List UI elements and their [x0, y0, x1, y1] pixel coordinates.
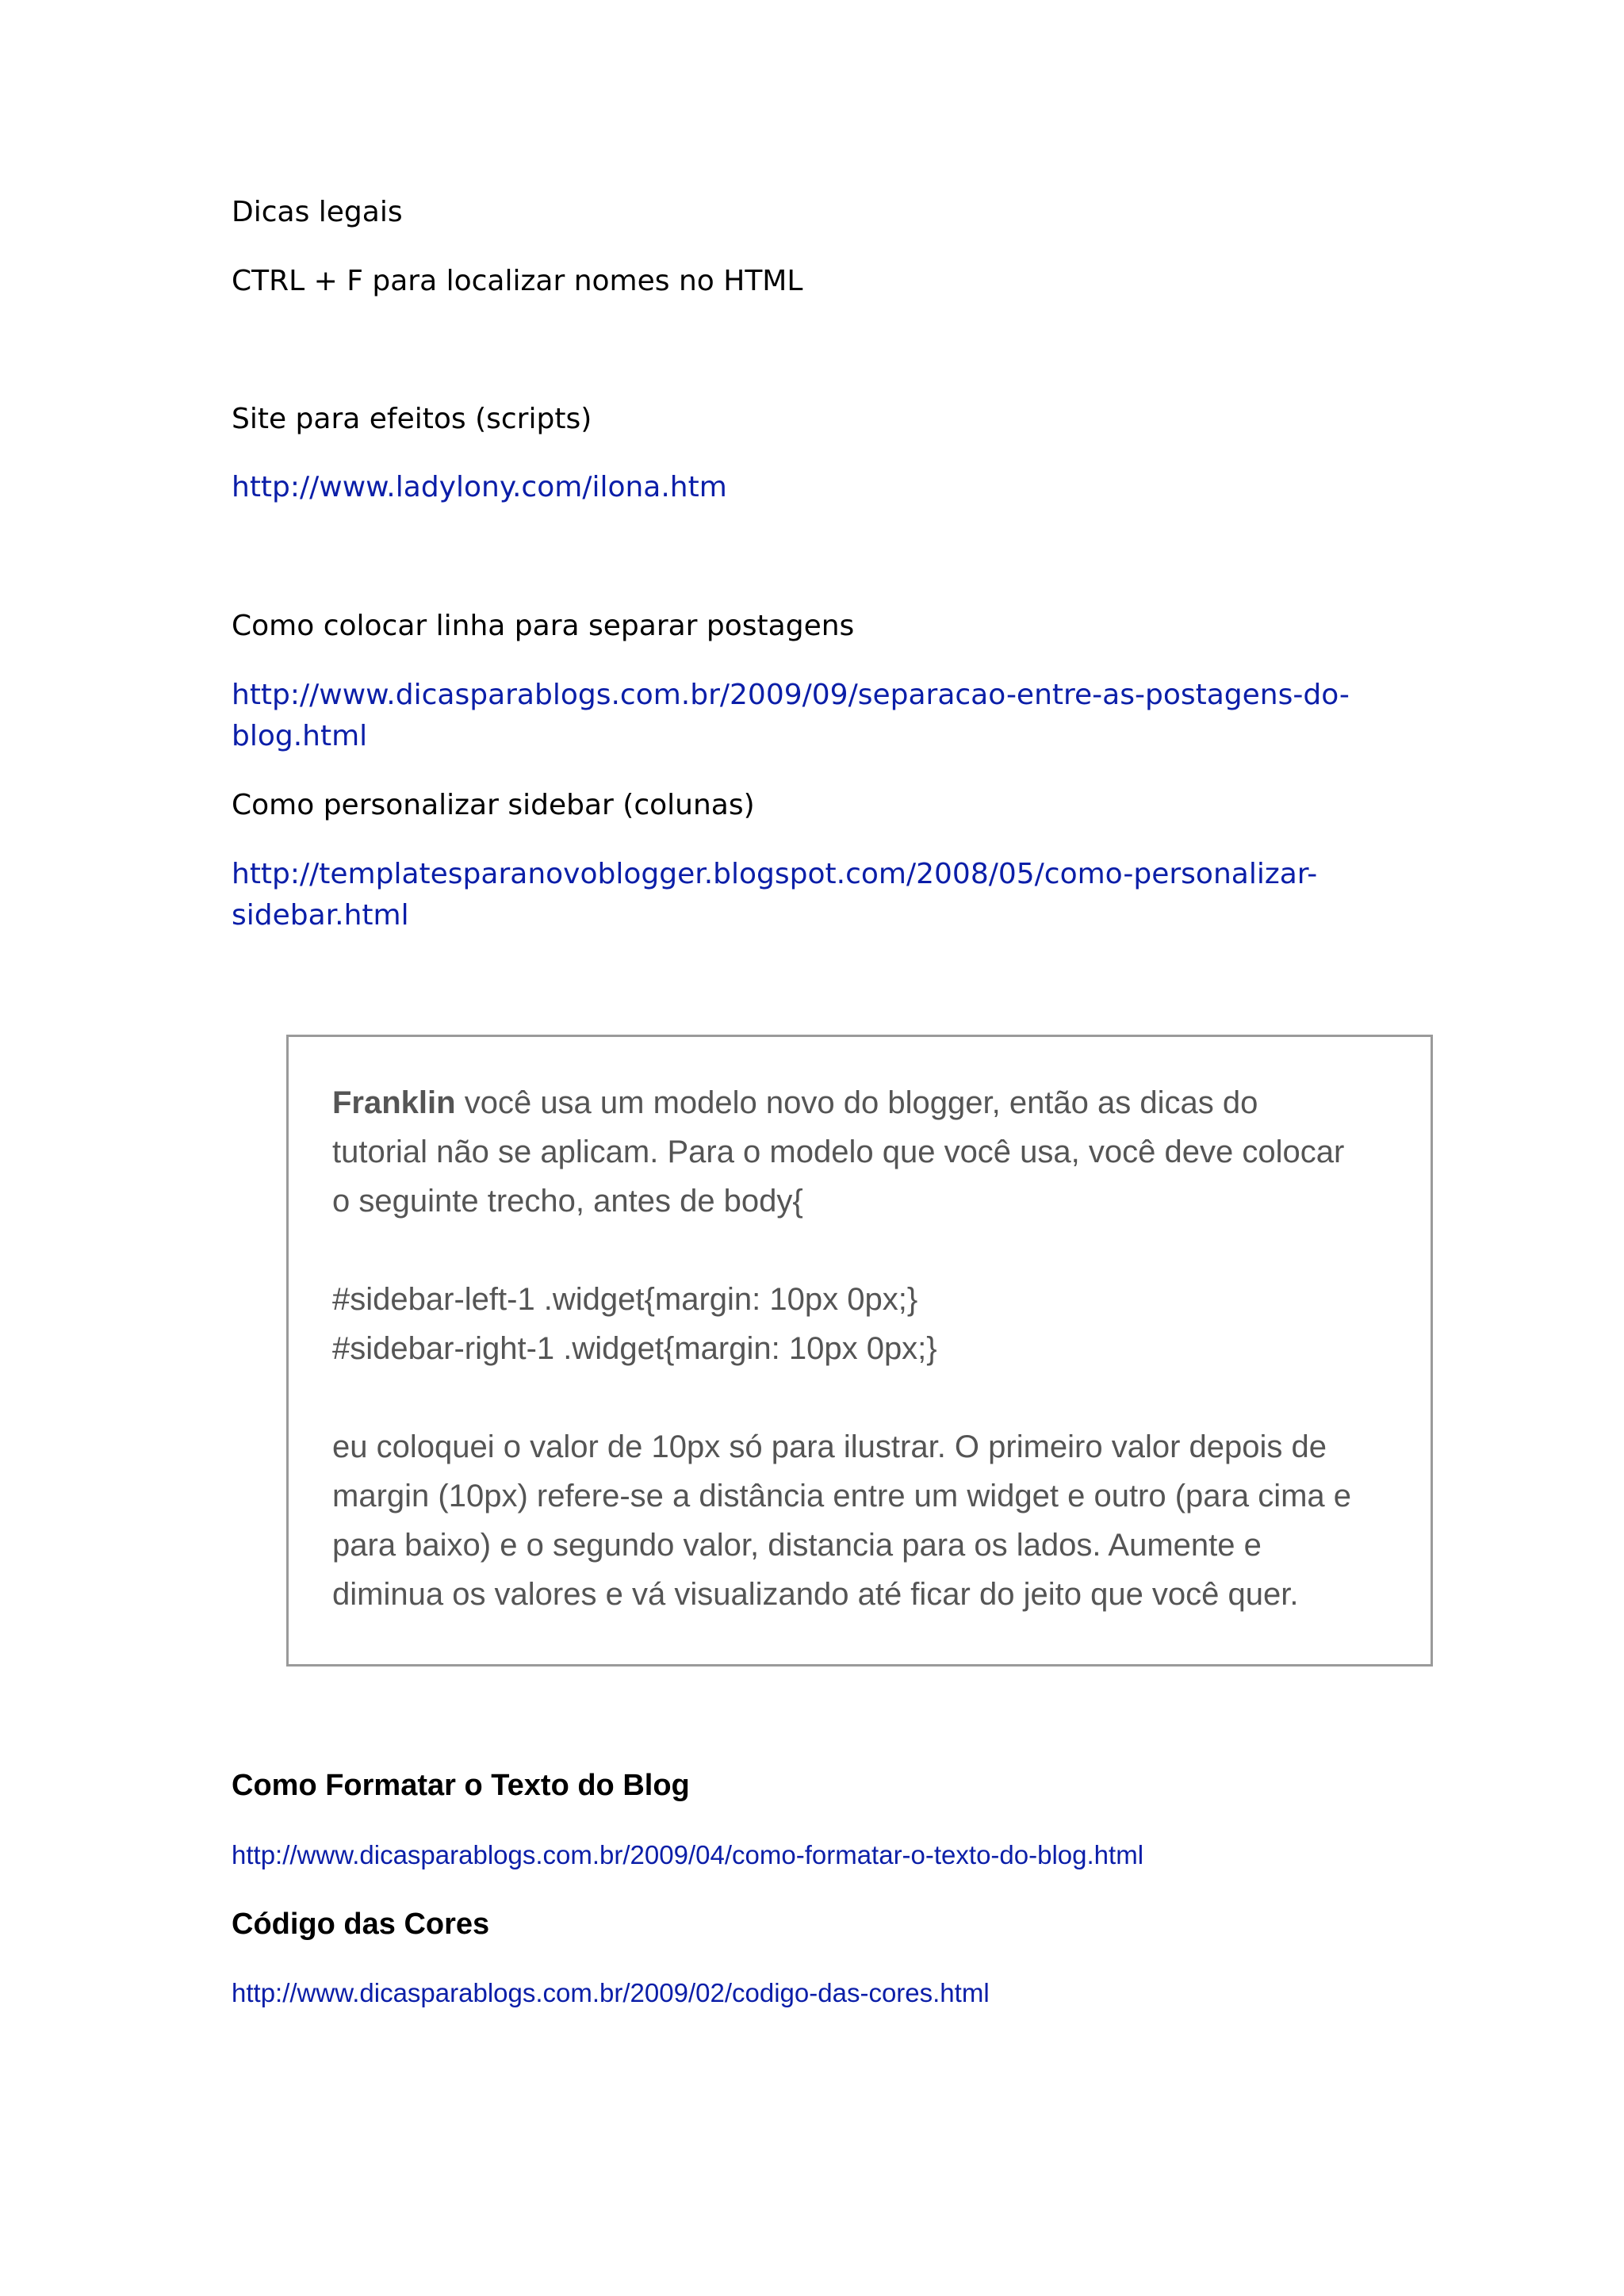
quote-code-1: #sidebar-left-1 .widget{margin: 10px 0px;} [332, 1282, 918, 1317]
linha-title: Como colocar linha para separar postagens [232, 610, 855, 642]
linha-link-line2[interactable]: blog.html [232, 720, 368, 752]
efeitos-title: Site para efeitos (scripts) [232, 403, 592, 435]
quote-line-2: tutorial não se aplicam. Para o modelo que você usa, você deve colocar [332, 1135, 1345, 1169]
quote-line-1 [332, 1078, 1411, 1127]
formatting-link[interactable]: http://www.dicasparablogs.com.br/2009/04/como-formatar-o-texto-do-blog.html [232, 1840, 1144, 1869]
quote-line-3: o seguinte trecho, antes de body{ [332, 1184, 803, 1219]
colors-link[interactable]: http://www.dicasparablogs.com.br/2009/02/codigo-das-cores.html [232, 1978, 990, 2007]
quote-gap [332, 1373, 1411, 1422]
dicas-title: Dicas legais [232, 196, 403, 228]
colors-heading: Código das Cores [232, 1908, 490, 1941]
sidebar-link-line2[interactable]: sidebar.html [232, 899, 409, 932]
quote-para-2: margin (10px) refere-se a distância entre um widget e outro (para cima e [332, 1479, 1352, 1513]
formatting-heading: Como Formatar o Texto do Blog [232, 1769, 690, 1802]
quote-author: Franklin [332, 1085, 456, 1120]
quote-para-1: eu coloquei o valor de 10px só para ilustrar. O primeiro valor depois de [332, 1429, 1327, 1464]
quote-para-3: para baixo) e o segundo valor, distancia para os lados. Aumente e [332, 1528, 1262, 1563]
sidebar-title: Como personalizar sidebar (colunas) [232, 789, 755, 821]
quote-box [286, 1035, 1433, 1667]
quote-text [332, 1078, 1411, 1619]
sidebar-link-line1[interactable]: http://templatesparanovoblogger.blogspot.com/2008/05/como-personalizar- [232, 858, 1318, 890]
quote-code-2: #sidebar-right-1 .widget{margin: 10px 0px;} [332, 1331, 937, 1366]
quote-line-1-rest: você usa um modelo novo do blogger, então as dicas do [455, 1085, 1258, 1120]
efeitos-link[interactable]: http://www.ladylony.com/ilona.htm [232, 471, 727, 503]
linha-link-line1[interactable]: http://www.dicasparablogs.com.br/2009/09/separacao-entre-as-postagens-do- [232, 679, 1350, 711]
quote-gap [332, 1226, 1411, 1275]
quote-para-4: diminua os valores e vá visualizando até ficar do jeito que você quer. [332, 1577, 1299, 1612]
ctrl-tip: CTRL + F para localizar nomes no HTML [232, 265, 803, 297]
